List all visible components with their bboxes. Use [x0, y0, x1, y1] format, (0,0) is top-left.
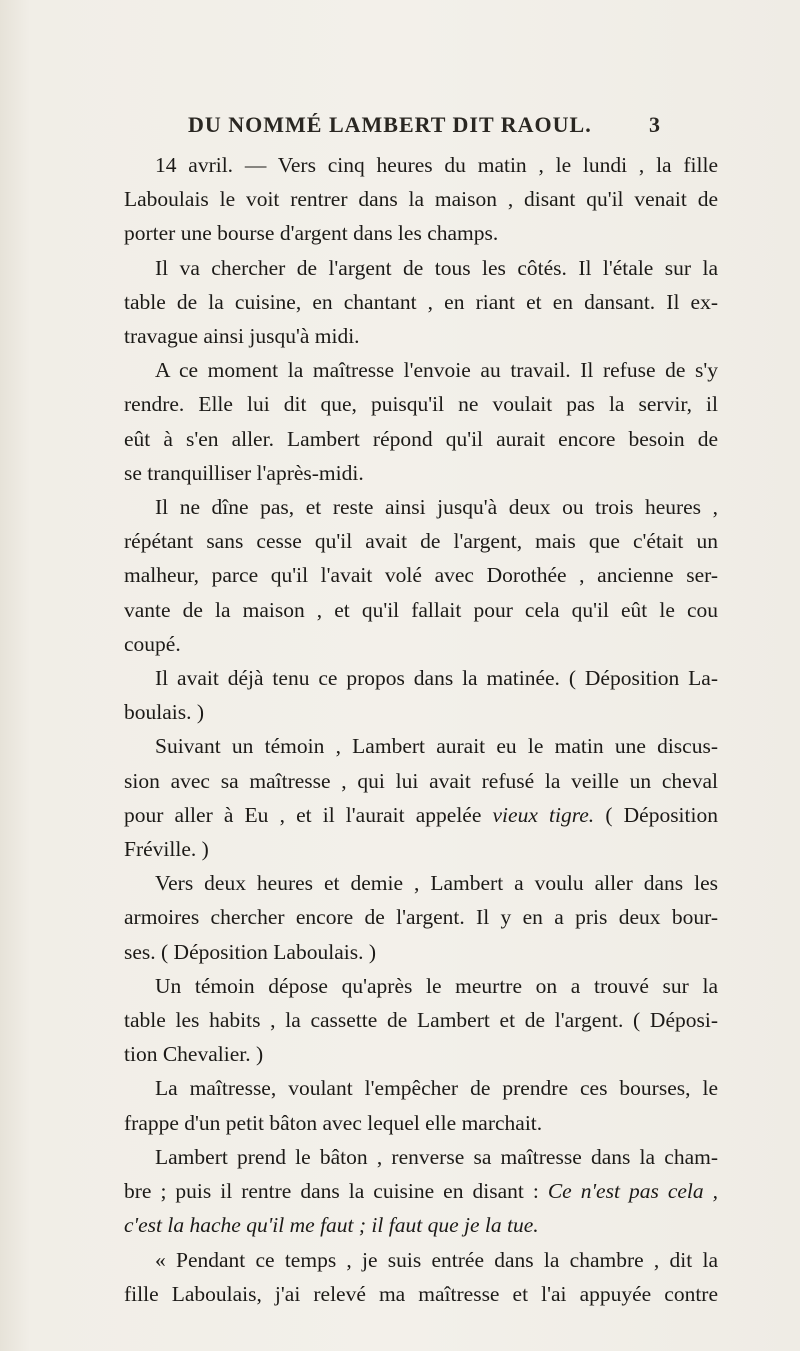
- text-line: table les habits , la cassette de Lambert et de l'argent. ( Déposi-: [124, 1008, 718, 1033]
- text-line: frappe d'un petit bâton avec lequel elle marchait.: [124, 1110, 543, 1135]
- text-line: Fréville. ): [124, 837, 209, 862]
- paragraph-2: [124, 251, 718, 354]
- text-line: rendre. Elle lui dit que, puisqu'il ne voulait pas la servir, il: [124, 392, 718, 417]
- text-line: Laboulais le voit rentrer dans la maison , disant qu'il venait de: [124, 187, 718, 212]
- text-line: « Pendant ce temps , je suis entrée dans la chambre , dit la: [155, 1247, 718, 1272]
- text-line: eût à s'en aller. Lambert répond qu'il aurait encore besoin de: [124, 426, 718, 451]
- text-line: se tranquilliser l'après-midi.: [124, 460, 364, 485]
- running-title: DU NOMMÉ LAMBERT DIT RAOUL.: [188, 112, 592, 137]
- paragraph-5: [124, 661, 718, 729]
- text-run: pour aller à Eu , et il l'aurait appelée: [124, 802, 482, 827]
- text-line: coupé.: [124, 631, 181, 656]
- text-line: [93, 798, 718, 832]
- text-line: fille Laboulais, j'ai relevé ma maîtresse et l'ai appuyée contre: [124, 1281, 718, 1306]
- paragraph-9: [124, 1071, 718, 1139]
- text-line: répétant sans cesse qu'il avait de l'argent, mais que c'était un: [124, 529, 718, 554]
- paragraph-6: [124, 729, 718, 866]
- text-line: A ce moment la maîtresse l'envoie au travail. Il refuse de s'y: [155, 358, 718, 383]
- text-line: ses. ( Déposition Laboulais. ): [124, 939, 376, 964]
- page-number: 3: [649, 112, 660, 137]
- text-line: Vers deux heures et demie , Lambert a voulu aller dans les: [155, 871, 718, 896]
- text-line: [93, 1208, 718, 1242]
- text-run: ( Déposition: [605, 802, 718, 827]
- text-line: La maîtresse, voulant l'empêcher de prendre ces bourses, le: [155, 1076, 718, 1101]
- text-line: vante de la maison , et qu'il fallait pour cela qu'il eût le cou: [124, 597, 718, 622]
- text-line: Il va chercher de l'argent de tous les côtés. Il l'étale sur la: [155, 255, 718, 280]
- text-line: Il avait déjà tenu ce propos dans la matinée. ( Déposition La-: [155, 666, 718, 691]
- text-line: sion avec sa maîtresse , qui lui avait refusé la veille un cheval: [124, 768, 718, 793]
- paragraph-4: [124, 490, 718, 661]
- text-line: malheur, parce qu'il l'avait volé avec Dorothée , ancienne ser-: [124, 563, 718, 588]
- text-line: Il ne dîne pas, et reste ainsi jusqu'à deux ou trois heures ,: [155, 495, 718, 520]
- paragraph-1: [124, 148, 718, 251]
- body-text: [124, 148, 718, 1311]
- text-line: porter une bourse d'argent dans les champs.: [124, 221, 499, 246]
- text-line: boulais. ): [124, 700, 205, 725]
- text-line: [93, 1174, 718, 1208]
- paragraph-3: [124, 353, 718, 490]
- running-header: [188, 112, 660, 142]
- text-line: armoires chercher encore de l'argent. Il y en a pris deux bour-: [124, 905, 718, 930]
- paragraph-10: [124, 1140, 718, 1243]
- text-line: Suivant un témoin , Lambert aurait eu le matin une discus-: [155, 734, 718, 759]
- italic-quote: Ce n'est pas cela ,: [547, 1179, 719, 1204]
- paragraph-8: [124, 969, 718, 1072]
- italic-quote: c'est la hache qu'il me faut ; il faut que je la tue.: [124, 1213, 539, 1238]
- text-run: bre ; puis il rentre dans la cuisine en disant :: [124, 1179, 539, 1204]
- text-line: 14 avril. — Vers cinq heures du matin , le lundi , la fille: [155, 153, 718, 177]
- paragraph-11: [124, 1243, 718, 1311]
- text-line: tion Chevalier. ): [124, 1042, 264, 1067]
- italic-quote: vieux tigre.: [492, 802, 595, 827]
- text-line: Un témoin dépose qu'après le meurtre on a trouvé sur la: [155, 973, 718, 998]
- text-line: Lambert prend le bâton , renverse sa maîtresse dans la cham-: [155, 1144, 718, 1169]
- paragraph-7: [124, 866, 718, 969]
- text-line: travague ainsi jusqu'à midi.: [124, 324, 360, 349]
- text-line: table de la cuisine, en chantant , en riant et en dansant. Il ex-: [124, 289, 718, 314]
